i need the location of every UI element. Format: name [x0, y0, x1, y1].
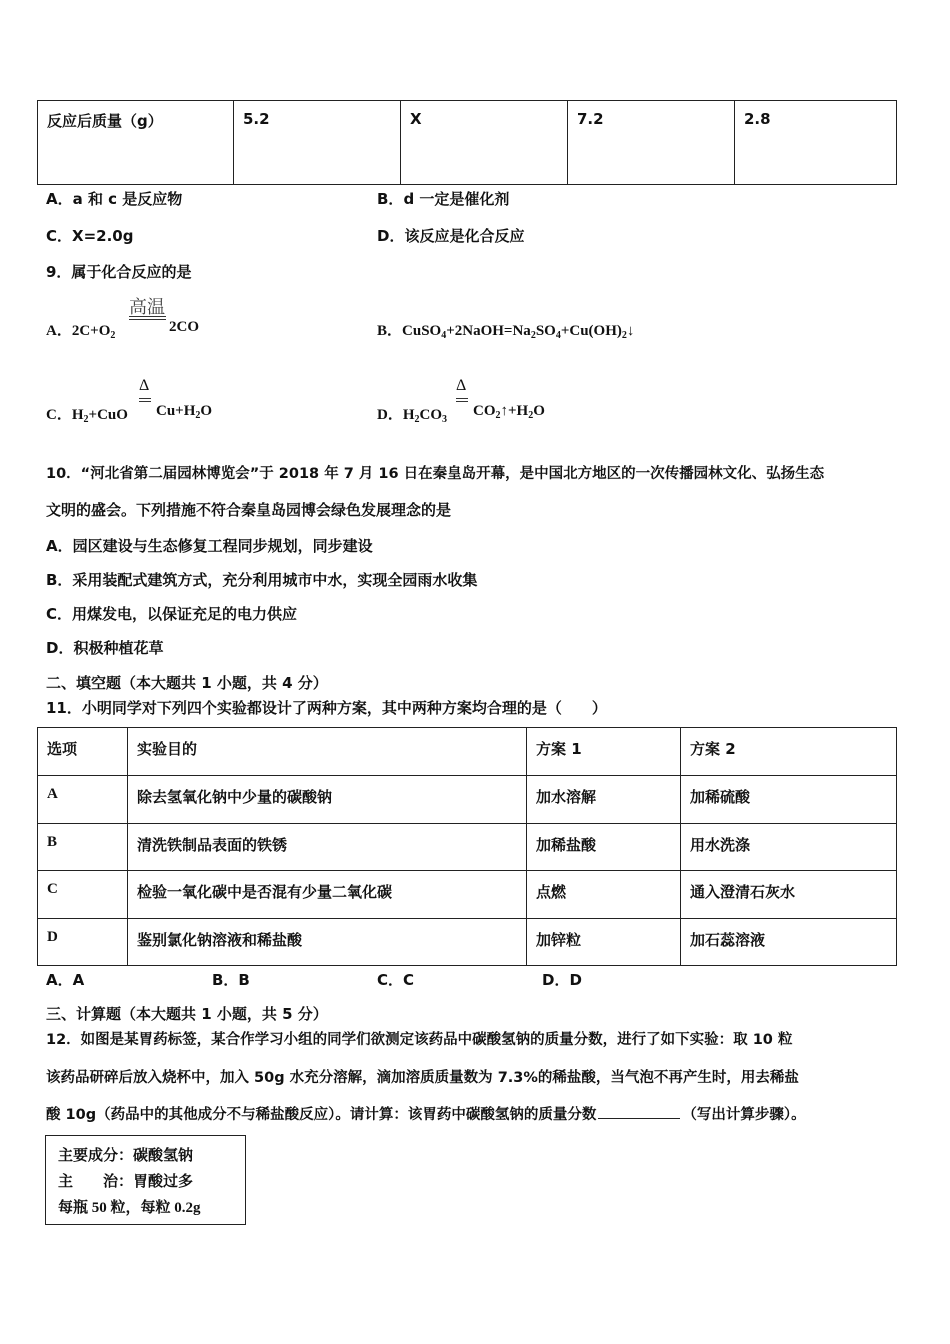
- q11-answer-c: C．C: [377, 971, 415, 989]
- q10-option-c: C．用煤发电，以保证充足的电力供应: [46, 605, 298, 623]
- q8-table: [37, 100, 897, 185]
- table-cell: X: [401, 101, 568, 185]
- table-cell: 用水洗涤: [681, 824, 897, 871]
- table-header-cell: 实验目的: [128, 728, 527, 776]
- table-header-cell: 选项: [38, 728, 128, 776]
- formula-sub: 4: [555, 330, 561, 341]
- option-text: d 一定是催化剂: [403, 190, 510, 208]
- label-line: 每瓶 50 粒，每粒 0.2g: [58, 1200, 201, 1216]
- q11-answer-d: D．D: [542, 971, 582, 989]
- table-cell: 除去氢氧化钠中少量的碳酸钠: [128, 776, 527, 824]
- table-cell: 加锌粒: [527, 919, 681, 966]
- q10-option-d: D．积极种植花草: [46, 639, 164, 657]
- option-letter: A．: [46, 323, 72, 339]
- table-row: [38, 824, 897, 871]
- formula-sub: 2: [83, 414, 89, 425]
- formula-part: CO: [473, 403, 496, 419]
- option-text: 该反应是化合反应: [404, 227, 525, 245]
- table-cell: 检验一氧化碳中是否混有少量二氧化碳: [128, 871, 527, 919]
- formula-sub: 2: [495, 410, 501, 421]
- option-letter: A．: [46, 190, 73, 208]
- table-cell: 通入澄清石灰水: [681, 871, 897, 919]
- table-row: [38, 776, 897, 824]
- q10-stem-line1: 10．“河北省第二届园林博览会”于 2018 年 7 月 16 日在秦皇岛开幕，是中国北方地区的一次传播园林文化、弘扬生态: [46, 466, 825, 482]
- table-cell: D: [38, 919, 128, 966]
- q9-option-d: [377, 403, 447, 425]
- formula-sub: 2: [528, 410, 534, 421]
- table-cell: C: [38, 871, 128, 919]
- table-cell: 点燃: [527, 871, 681, 919]
- q8-option-d: [377, 225, 524, 246]
- equals-line: [456, 401, 468, 402]
- formula-part: 2C+O: [71, 323, 111, 339]
- label-line: 主 治：胃酸过多: [58, 1174, 194, 1190]
- formula-part: ↓: [626, 323, 635, 339]
- q9-option-c-product: [156, 403, 212, 421]
- q8-option-b: [377, 188, 509, 209]
- equals-line: [129, 316, 166, 317]
- formula-part: O: [200, 403, 213, 419]
- formula-part: +2NaOH=Na: [446, 323, 531, 339]
- table-header-cell: 方案 1: [527, 728, 681, 776]
- section-heading: 三、计算题（本大题共 1 小题，共 5 分）: [46, 1005, 328, 1023]
- q8-option-a: [46, 188, 182, 209]
- option-text: X=2.0g: [72, 227, 134, 245]
- table-header-row: [38, 728, 897, 776]
- table-row: [38, 101, 897, 185]
- formula-sub: 2: [414, 414, 420, 425]
- q11-stem: 11．小明同学对下列四个实验都设计了两种方案，其中两种方案均合理的是（ ）: [46, 699, 607, 717]
- q9-option-b: [377, 319, 634, 341]
- option-letter: B．: [377, 323, 403, 339]
- section-heading: 二、填空题（本大题共 1 小题，共 4 分）: [46, 674, 328, 692]
- table-row: [38, 871, 897, 919]
- equals-line: [139, 398, 151, 399]
- q9-stem: 9．属于化合反应的是: [46, 263, 192, 281]
- formula-part: H: [71, 407, 84, 423]
- q11-answer-b: B．B: [212, 971, 250, 989]
- option-text: a 和 c 是反应物: [72, 190, 183, 208]
- option-letter: D．: [377, 227, 405, 245]
- q12-line2: 该药品研碎后放入烧杯中，加入 50g 水充分溶解，滴加溶质质量数为 7.3%的稀盐酸，当气泡不再产生时，用去稀盐: [46, 1070, 799, 1086]
- formula-part: SO: [535, 323, 556, 339]
- q12-line1: 12．如图是某胃药标签，某合作学习小组的同学们欲测定该药品中碳酸氢钠的质量分数，进行了如下实验：取 10 粒: [46, 1032, 793, 1048]
- formula-part: CO: [419, 407, 443, 423]
- table-cell: 加石蕊溶液: [681, 919, 897, 966]
- option-letter: D．: [377, 407, 403, 423]
- table-cell: 7.2: [568, 101, 735, 185]
- formula-part: ↑+H: [500, 403, 529, 419]
- table-cell: 反应后质量（g）: [38, 101, 234, 185]
- table-cell: 加水溶解: [527, 776, 681, 824]
- q11-table: [37, 727, 897, 966]
- q10-stem-line2: 文明的盛会。下列措施不符合秦皇岛园博会绿色发展理念的是: [46, 501, 452, 519]
- table-header-cell: 方案 2: [681, 728, 897, 776]
- formula-part: +CuO: [88, 407, 128, 423]
- formula-sub: 2: [530, 330, 536, 341]
- table-cell: 清洗铁制品表面的铁锈: [128, 824, 527, 871]
- reaction-condition: Δ: [456, 377, 467, 394]
- equals-line: [456, 398, 468, 399]
- formula-part: H: [402, 407, 415, 423]
- q10-option-b: B．采用装配式建筑方式，充分利用城市中水，实现全园雨水收集: [46, 571, 478, 589]
- formula-part: Cu+H: [156, 403, 196, 419]
- table-row: [38, 919, 897, 966]
- formula-sub: 4: [441, 330, 447, 341]
- q10-option-a: A．园区建设与生态修复工程同步规划，同步建设: [46, 537, 373, 555]
- formula-part: CuSO: [402, 323, 442, 339]
- q12-line3: [46, 1103, 806, 1124]
- table-cell: 5.2: [234, 101, 401, 185]
- answer-blank[interactable]: [598, 1104, 680, 1119]
- reaction-condition: Δ: [139, 377, 150, 394]
- option-letter: B．: [377, 190, 404, 208]
- formula-sub: 2: [195, 410, 201, 421]
- q12-text: 酸 10g（药品中的其他成分不与稀盐酸反应）。请计算：该胃药中碳酸氢钠的质量分数: [46, 1107, 597, 1123]
- equals-line: [129, 319, 166, 320]
- table-cell: 加稀盐酸: [527, 824, 681, 871]
- formula-sub: 2: [110, 330, 116, 341]
- table-cell: B: [38, 824, 128, 871]
- q9-option-a-product: 2CO: [169, 319, 199, 335]
- q9-option-c: [46, 403, 128, 425]
- reaction-condition: 高温: [129, 297, 165, 317]
- formula-sub: 2: [621, 330, 627, 341]
- q12-text: （写出计算步骤）。: [682, 1107, 806, 1123]
- formula-sub: 3: [442, 414, 448, 425]
- formula-part: O: [533, 403, 545, 419]
- q8-option-c: [46, 225, 133, 246]
- label-line: 主要成分：碳酸氢钠: [58, 1148, 194, 1164]
- table-cell: 加稀硫酸: [681, 776, 897, 824]
- q11-answer-a: A．A: [46, 971, 85, 989]
- table-cell: 鉴别氯化钠溶液和稀盐酸: [128, 919, 527, 966]
- formula-part: +Cu(OH): [560, 323, 622, 339]
- option-letter: C．: [46, 227, 73, 245]
- q9-option-d-product: [473, 403, 545, 421]
- equals-line: [139, 401, 151, 402]
- q9-option-a: [46, 319, 115, 341]
- table-cell: A: [38, 776, 128, 824]
- medicine-label: [45, 1135, 246, 1225]
- option-letter: C．: [46, 407, 72, 423]
- table-cell: 2.8: [735, 101, 897, 185]
